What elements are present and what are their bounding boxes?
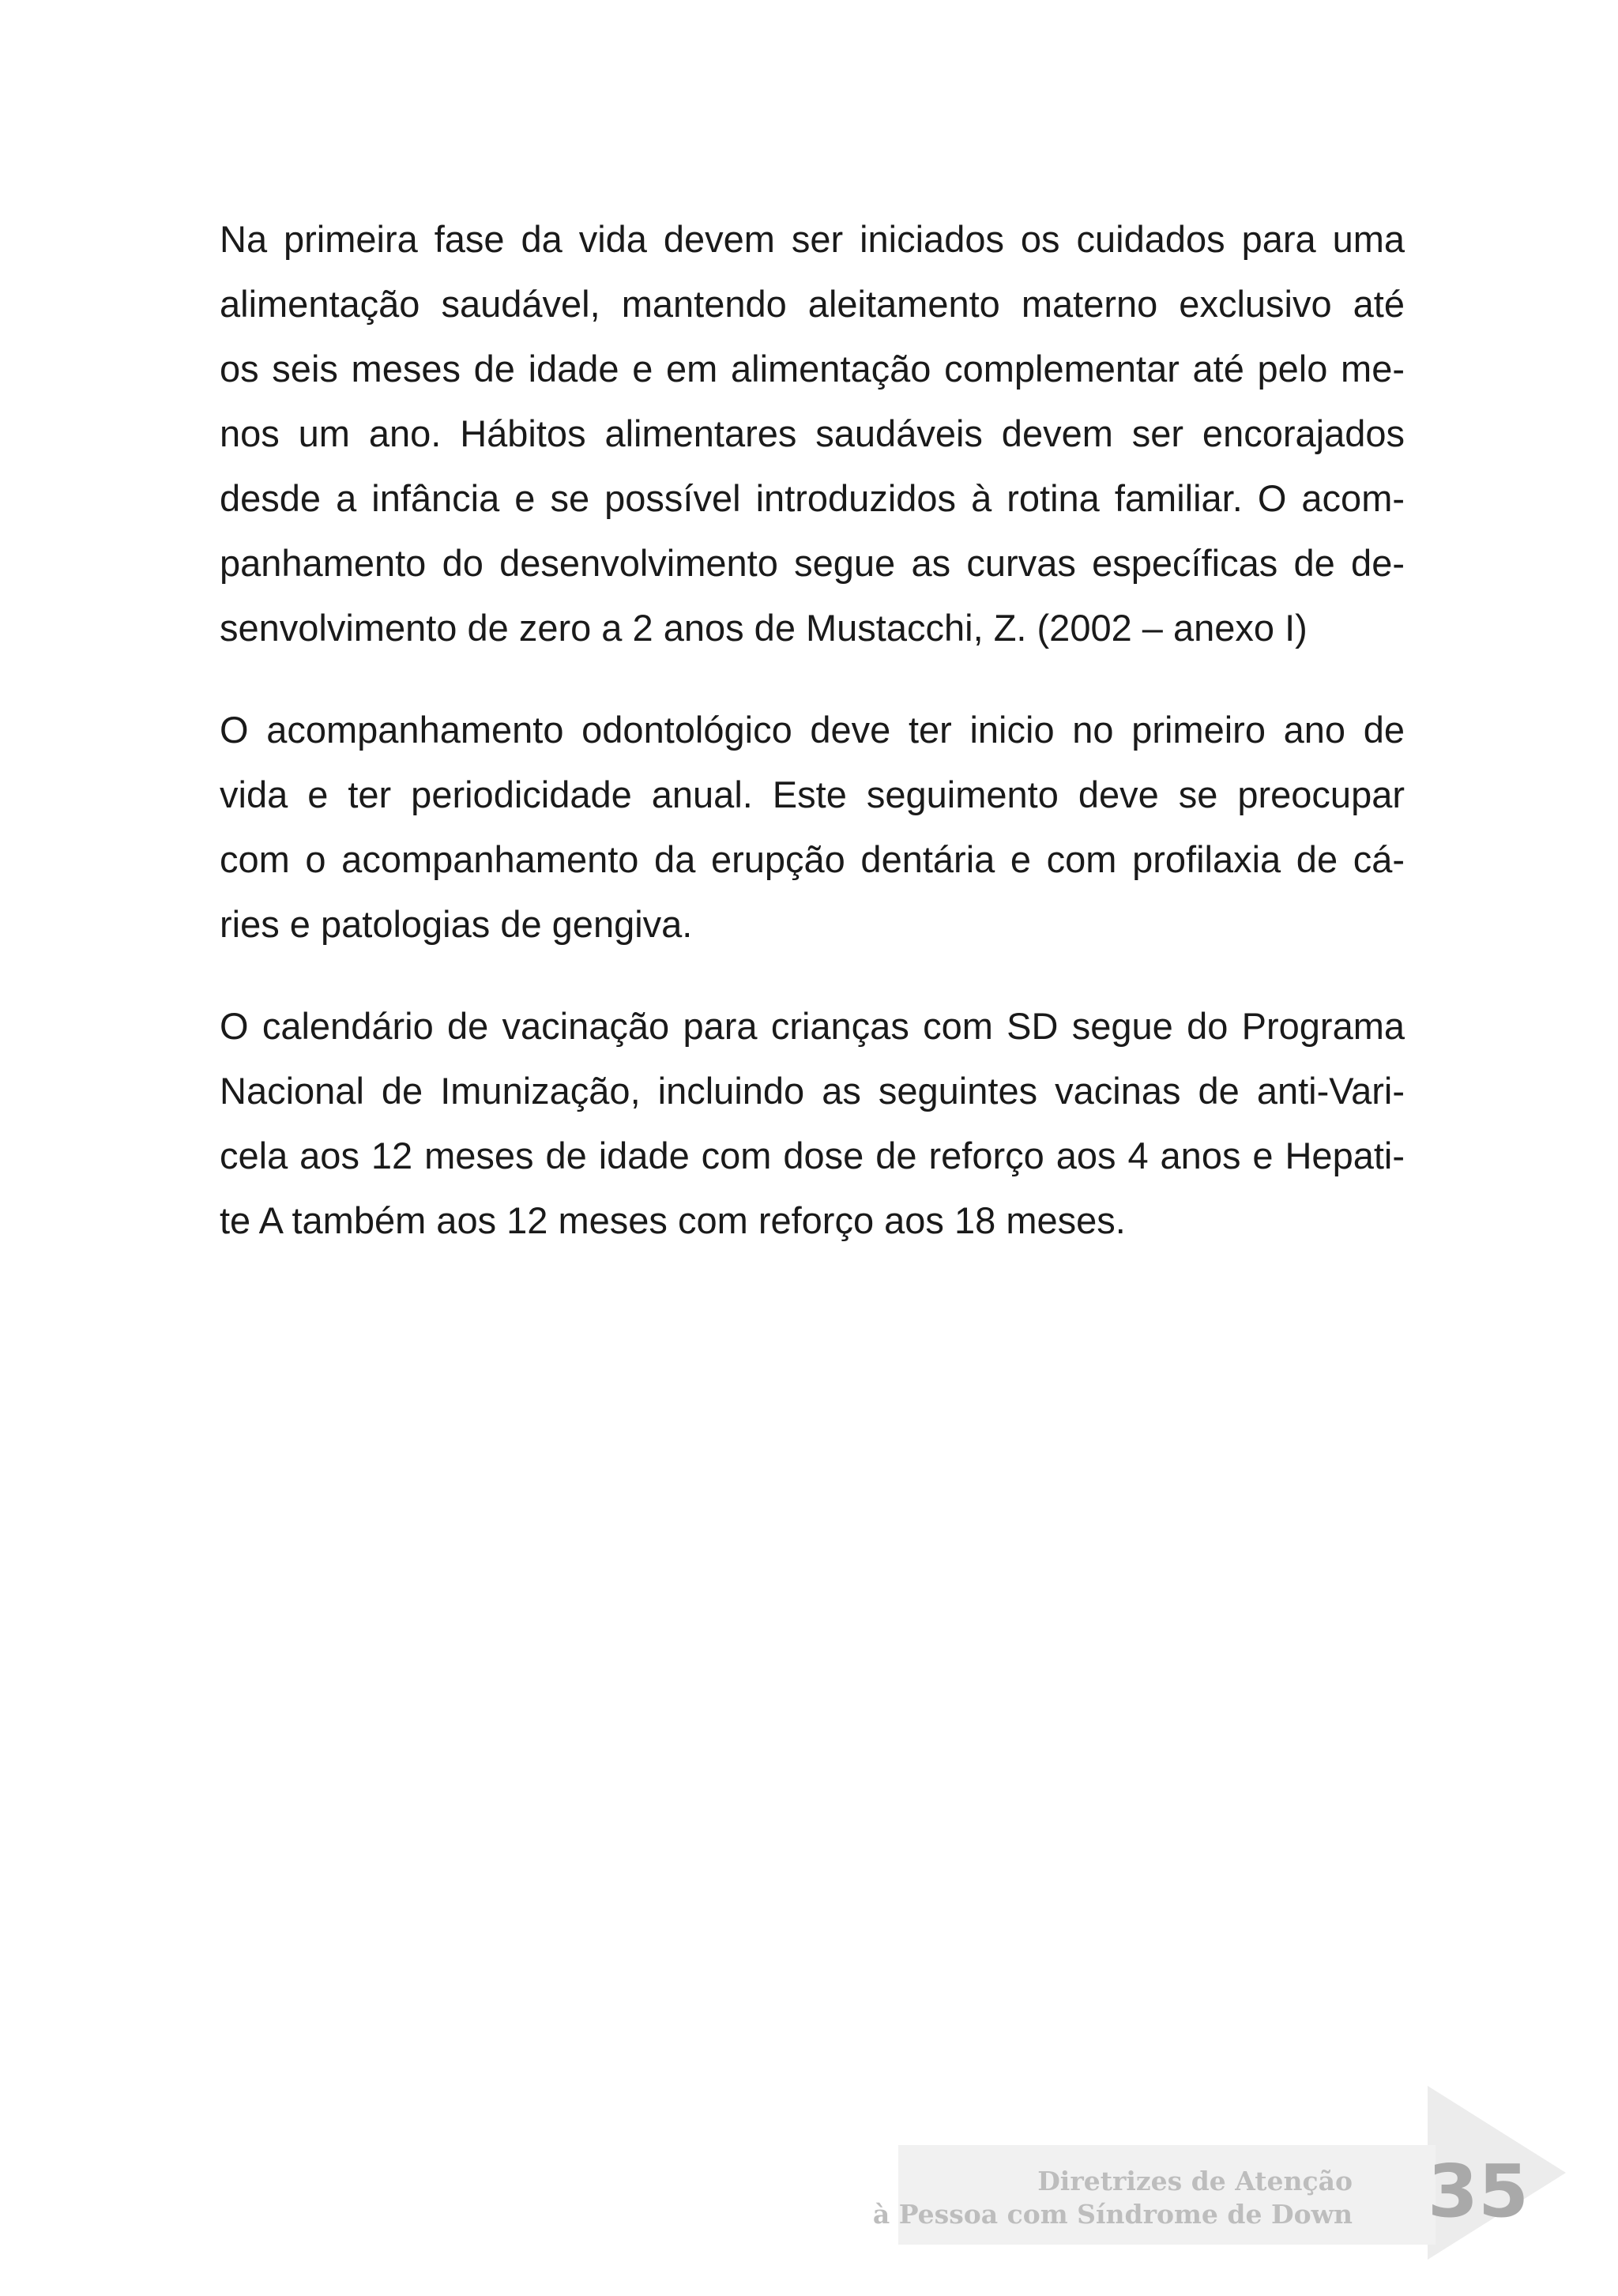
page-footer — [872, 2086, 1566, 2260]
text-line: os seis meses de idade e em alimentação complementar até pelo me- — [220, 348, 1405, 390]
publication-title-line1: Diretrizes de Atenção — [1037, 2166, 1353, 2196]
text-line: desde a infância e se possível introduzidos à rotina familiar. O acom- — [220, 477, 1405, 519]
paragraph-spacer — [220, 957, 1405, 994]
text-line: vida e ter periodicidade anual. Este seguimento deve se preocupar — [220, 773, 1405, 815]
publication-title — [873, 2165, 1353, 2231]
text-line: ries e patologias de gengiva. — [220, 903, 693, 945]
text-line: te A também aos 12 meses com reforço aos 18 meses. — [220, 1199, 1126, 1241]
text-line: senvolvimento de zero a 2 anos de Mustacchi, Z. (2002 – anexo I) — [220, 607, 1308, 649]
text-line: panhamento do desenvolvimento segue as curvas específicas de de- — [220, 542, 1405, 584]
text-line: alimentação saudável, mantendo aleitamento materno exclusivo até — [220, 283, 1405, 325]
paragraph-dental — [220, 698, 1405, 957]
publication-title-line2: à Pessoa com Síndrome de Down — [872, 2199, 1353, 2230]
text-line: Na primeira fase da vida devem ser iniciados os cuidados para uma — [220, 218, 1405, 260]
paragraph-spacer — [220, 661, 1405, 698]
text-line: Nacional de Imunização, incluindo as seguintes vacinas de anti-Vari- — [220, 1070, 1405, 1112]
text-line: com o acompanhamento da erupção dentária e com profilaxia de cá- — [220, 838, 1405, 880]
text-line: cela aos 12 meses de idade com dose de reforço aos 4 anos e Hepati- — [220, 1135, 1405, 1176]
page-number: 35 — [1428, 2149, 1530, 2234]
paragraph-vaccination — [220, 994, 1405, 1253]
paragraph-feeding — [220, 207, 1405, 661]
text-line: O acompanhamento odontológico deve ter inicio no primeiro ano de — [220, 709, 1405, 751]
text-line: nos um ano. Hábitos alimentares saudáveis devem ser encorajados — [220, 412, 1405, 454]
text-line: O calendário de vacinação para crianças com SD segue do Programa — [220, 1005, 1405, 1047]
body-text — [220, 207, 1405, 1253]
